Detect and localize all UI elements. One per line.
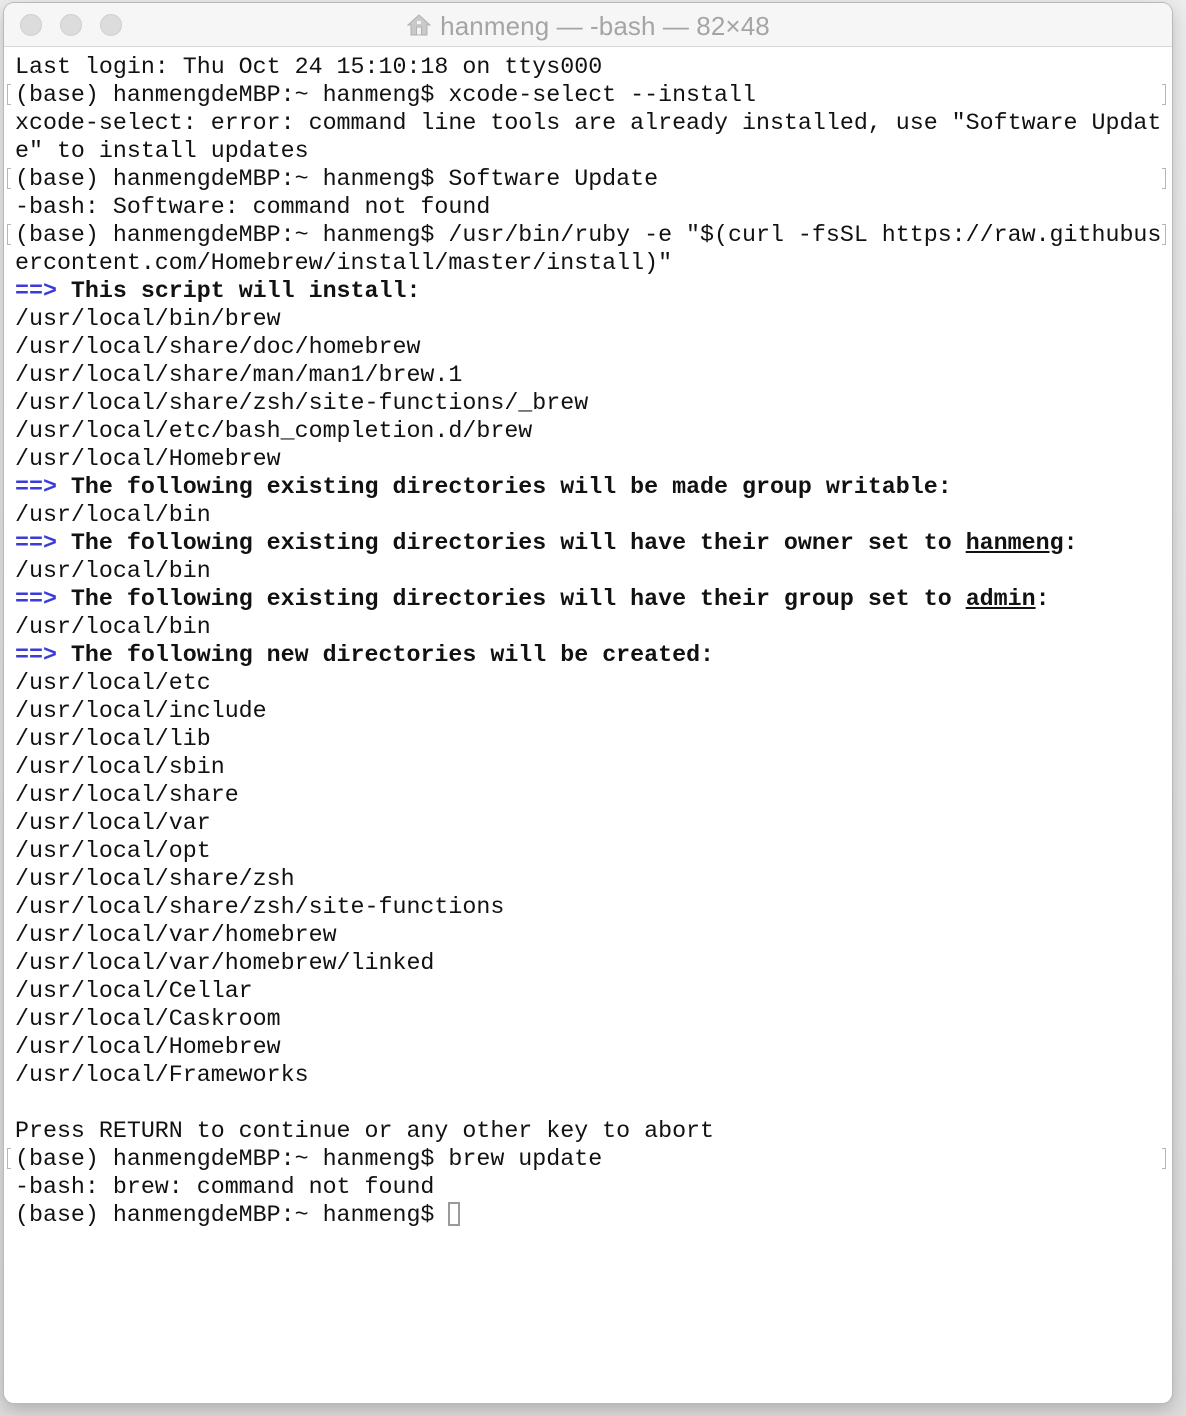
arrow-marker: ==> — [15, 530, 57, 556]
terminal-line: /usr/local/share/doc/homebrew — [15, 334, 421, 360]
terminal-window — [4, 3, 1172, 1403]
heading-colon: : — [1063, 530, 1078, 556]
window-title — [4, 11, 1172, 44]
heading-colon: : — [1035, 586, 1050, 612]
terminal-line: /usr/local/sbin — [15, 754, 225, 780]
terminal-line: /usr/local/opt — [15, 838, 211, 864]
heading-line — [15, 585, 1172, 613]
heading-line — [15, 473, 1172, 501]
group-name: admin — [965, 586, 1036, 612]
terminal-line: /usr/local/etc — [15, 670, 211, 696]
heading-text: The following existing directories will have their group set to — [56, 586, 966, 612]
arrow-marker: ==> — [15, 642, 57, 668]
terminal-line: /usr/local/bin — [15, 614, 211, 640]
heading-line — [15, 529, 1172, 557]
window-title-text: hanmeng — -bash — 82×48 — [440, 11, 770, 41]
terminal-line: e" to install updates — [15, 138, 309, 164]
terminal-line: /usr/local/Caskroom — [15, 1006, 281, 1032]
terminal-line: /usr/local/bin — [15, 502, 211, 528]
terminal-line: /usr/local/var — [15, 810, 211, 836]
heading-text: This script will install: — [56, 278, 421, 304]
terminal-line: xcode-select: error: command line tools are already installed, use "Software Updat — [15, 110, 1162, 136]
heading-text: The following new directories will be created: — [56, 642, 715, 668]
command-line: (base) hanmengdeMBP:~ hanmeng$ brew update — [15, 1145, 1172, 1173]
terminal-line: -bash: Software: command not found — [15, 194, 491, 220]
command-line: (base) hanmengdeMBP:~ hanmeng$ Software Update — [15, 165, 1172, 193]
terminal-line: /usr/local/include — [15, 698, 267, 724]
terminal-output[interactable] — [4, 47, 1172, 1403]
title-bar[interactable] — [4, 3, 1172, 47]
terminal-line: /usr/local/share/zsh — [15, 866, 295, 892]
owner-username: hanmeng — [965, 530, 1064, 556]
terminal-line: ercontent.com/Homebrew/install/master/install)" — [15, 250, 673, 276]
text-cursor — [448, 1202, 460, 1226]
terminal-line: /usr/local/var/homebrew — [15, 922, 337, 948]
command-line: (base) hanmengdeMBP:~ hanmeng$ /usr/bin/ruby -e "$(curl -fsSL https://raw.githubus — [15, 221, 1172, 249]
terminal-line: /usr/local/lib — [15, 726, 211, 752]
terminal-line: /usr/local/share/zsh/site-functions/_brew — [15, 390, 589, 416]
terminal-line: /usr/local/share — [15, 782, 239, 808]
terminal-line: /usr/local/Homebrew — [15, 446, 281, 472]
blank-line — [15, 1089, 1172, 1117]
terminal-line: /usr/local/bin — [15, 558, 211, 584]
heading-text: The following existing directories will have their owner set to — [56, 530, 966, 556]
prompt-line[interactable] — [15, 1201, 1172, 1229]
terminal-line: /usr/local/Cellar — [15, 978, 253, 1004]
terminal-line: -bash: brew: command not found — [15, 1174, 435, 1200]
terminal-line: /usr/local/share/zsh/site-functions — [15, 894, 505, 920]
heading-text: The following existing directories will be made group writable: — [56, 474, 952, 500]
command-line: (base) hanmengdeMBP:~ hanmeng$ xcode-select --install — [15, 81, 1172, 109]
terminal-line: Press RETURN to continue or any other key to abort — [15, 1118, 715, 1144]
terminal-line: /usr/local/share/man/man1/brew.1 — [15, 362, 463, 388]
terminal-line: Last login: Thu Oct 24 15:10:18 on ttys000 — [15, 54, 603, 80]
arrow-marker: ==> — [15, 586, 57, 612]
arrow-marker: ==> — [15, 278, 57, 304]
terminal-line: /usr/local/etc/bash_completion.d/brew — [15, 418, 533, 444]
heading-line — [15, 277, 1172, 305]
terminal-line: /usr/local/Homebrew — [15, 1034, 281, 1060]
arrow-marker: ==> — [15, 474, 57, 500]
terminal-line: /usr/local/bin/brew — [15, 306, 281, 332]
home-icon — [406, 13, 432, 44]
heading-line — [15, 641, 1172, 669]
prompt-text: (base) hanmengdeMBP:~ hanmeng$ — [15, 1202, 449, 1228]
terminal-line: /usr/local/Frameworks — [15, 1062, 309, 1088]
terminal-line: /usr/local/var/homebrew/linked — [15, 950, 435, 976]
